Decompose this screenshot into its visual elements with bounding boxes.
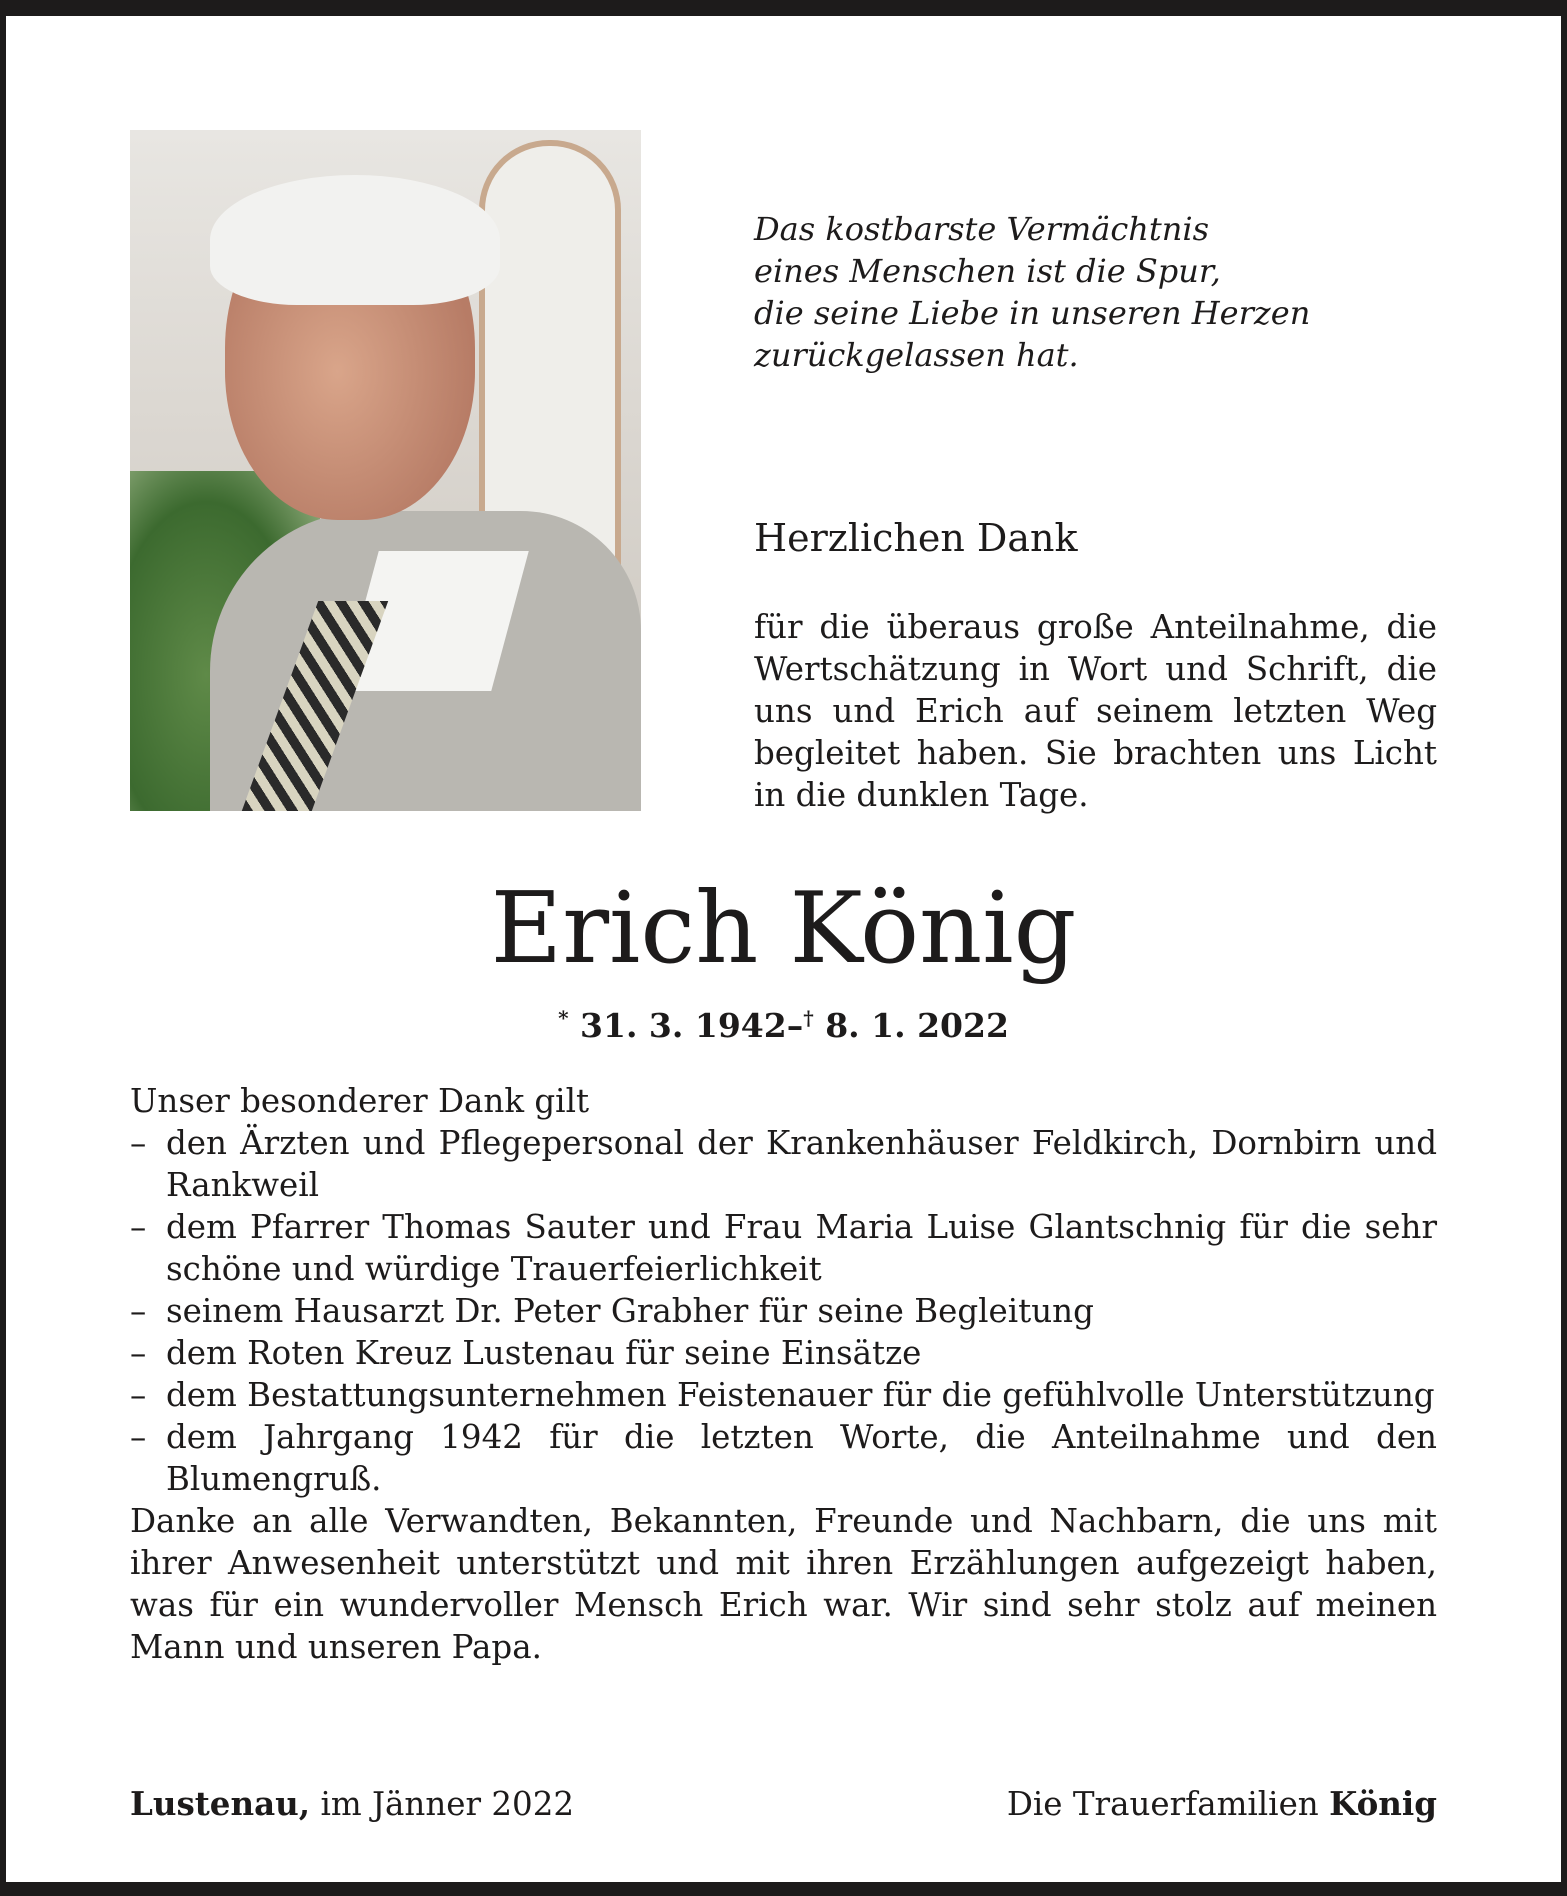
life-dates xyxy=(6,1006,1561,1045)
list-item: – dem Pfarrer Thomas Sauter und Frau Maria Luise Glantschnig für die sehr schöne und würdige Trauerfeierlichkeit xyxy=(130,1206,1437,1290)
list-item: – dem Jahrgang 1942 für die letzten Worte, die Anteilnahme und den Blumengruß. xyxy=(130,1416,1437,1500)
birth-symbol: * xyxy=(558,1006,569,1030)
place: Lustenau, xyxy=(130,1784,311,1823)
portrait-photo xyxy=(130,130,641,811)
signature xyxy=(1007,1784,1437,1823)
list-item: – dem Bestattungsunternehmen Feistenauer für die gefühlvolle Unterstützung xyxy=(130,1374,1437,1416)
quote-line: Das kostbarste Vermächtnis xyxy=(754,210,1209,248)
thanks-text: für die überaus große Anteilnahme, die Wertschätzung in Wort und Schrift, die uns und Erich auf seinem letzten Weg begleitet haben. Sie brachten uns Licht in die dunklen Tage. xyxy=(754,608,1437,814)
death-symbol: † xyxy=(803,1006,814,1030)
quote-line: die seine Liebe in unseren Herzen xyxy=(754,294,1311,332)
list-item: – dem Roten Kreuz Lustenau für seine Einsätze xyxy=(130,1332,1437,1374)
date-separator: – xyxy=(786,1006,804,1045)
thanks-list xyxy=(130,1122,1437,1500)
thanks-heading: Herzlichen Dank xyxy=(754,516,1078,560)
family-prefix: Die Trauerfamilien xyxy=(1006,1785,1330,1823)
special-thanks-intro: Unser besonderer Dank gilt xyxy=(130,1082,590,1120)
place-date xyxy=(130,1784,574,1823)
quote-line: zurückgelassen hat. xyxy=(754,336,1079,374)
closing-text: Danke an alle Verwandten, Bekannten, Freunde und Nachbarn, die uns mit ihrer Anwesenheit unterstützt und mit ihren Erzählungen aufgezeigt haben, was für ein wundervoller Mensch Erich war. Wir sind sehr stolz auf meinen Mann und unseren Papa. xyxy=(130,1502,1437,1666)
memorial-quote xyxy=(754,208,1310,376)
date: im Jänner 2022 xyxy=(310,1785,575,1823)
special-thanks xyxy=(130,1080,1437,1668)
death-date: 8. 1. 2022 xyxy=(825,1006,1009,1045)
list-item: – seinem Hausarzt Dr. Peter Grabher für seine Begleitung xyxy=(130,1290,1437,1332)
list-item: – den Ärzten und Pflegepersonal der Krankenhäuser Feldkirch, Dornbirn und Rankweil xyxy=(130,1122,1437,1206)
quote-line: eines Menschen ist die Spur, xyxy=(754,252,1221,290)
deceased-name: Erich König xyxy=(490,872,1077,986)
footer xyxy=(130,1784,1437,1823)
birth-date: 31. 3. 1942 xyxy=(580,1006,787,1045)
obituary-page xyxy=(6,16,1561,1882)
family-name: König xyxy=(1329,1784,1437,1823)
